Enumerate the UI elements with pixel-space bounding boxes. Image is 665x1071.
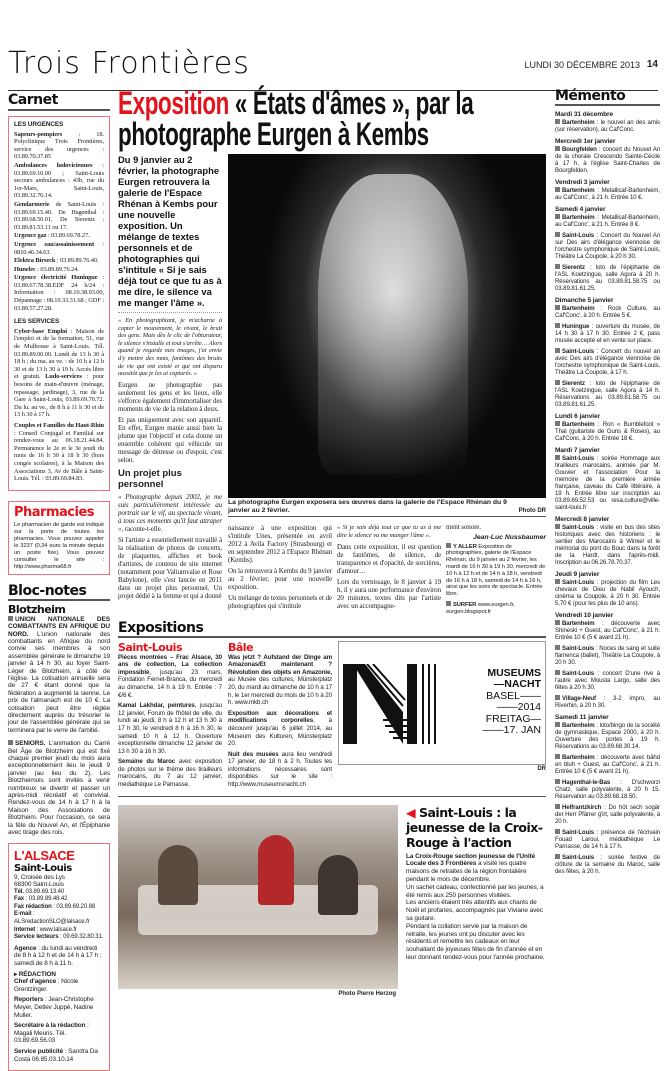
croix-rouge-photo-credit: Photo Pierre Herzog — [118, 991, 398, 997]
memento-place: Helfrantzkirch — [562, 804, 601, 811]
bullet-icon — [555, 187, 560, 192]
article-paragraph: ment sonore. — [446, 524, 546, 532]
bullet-icon — [555, 524, 560, 529]
bullet-icon — [555, 620, 560, 625]
item-text: : 03.89.69.20.88 — [52, 904, 95, 910]
item-title: Was jetzt ? Aufstand der Dinge am Amazonas/Et maintenant ? Révolution des objets en Amazonie, — [228, 654, 332, 676]
article-quote: « Si je sais déjà tout ce que tu as à me dire le silence va me manger l'âme ». — [337, 524, 441, 540]
poster-credit: DR — [338, 766, 546, 772]
bullet-icon — [555, 722, 560, 727]
memento-text: : Metallicaf-Bartenheim, au Caf'Conc', à 21 h. Entrée 8 €. — [555, 214, 660, 228]
list-item — [14, 1048, 104, 1063]
museumsnacht-logo-icon — [343, 664, 439, 744]
memento-item — [555, 829, 660, 850]
item-text: : ALSredactionSLO@lalsace.fr — [14, 911, 90, 925]
memento-day: Vendredi 3 janvier — [555, 179, 660, 186]
bullet-icon — [555, 645, 560, 650]
item-text: : 03.89.67.78.38.EDF 24 h/24 : Information : 08.10.38.93.00, Dépannage : 08.10.33.31.68 ; GDF : 03.89.57.27.28. — [14, 274, 104, 311]
surfer-label: SURFER — [453, 602, 476, 608]
item-title: Sapeurs-pompiers — [14, 131, 62, 138]
list-item — [14, 241, 104, 256]
croix-rouge-article — [406, 805, 546, 962]
memento-day: Mardi 31 décembre — [555, 111, 660, 118]
memento-item — [555, 524, 660, 566]
pharmacies-text: Le pharmacien de garde est indiqué sur la porte de toutes les pharmacies. Vous pouvez appeler le 3237 (0,34 euro la minute depuis un poste fixe). Vous pouvez consulter le site : http://www.pharma68.fr — [14, 522, 104, 571]
memento-item — [555, 695, 660, 709]
item-title: UNION NATIONALE DES COMBATTANTS EN AFRIQUE DU NORD. — [8, 616, 110, 638]
photo-credit: Photo DR — [519, 507, 546, 515]
item-text: L'union nationale des combattants en Afrique du nord convie ses membres à son assemblée générale le dimanche 19 janvier à 14 h 30, au foyer Saint-Léger de Blotzheim, à côté de l'église. La cotisation annuelle sera de 27 € étant donné que la fédération a augmenté la sienne. Le prix de l'almanach est de 10 €. La cotisation peut être réglée directement auprès du trésorier le jour de l'assemblée générale qui se terminera par le verre de l'amitié. — [8, 631, 110, 734]
memento-item — [555, 232, 660, 260]
croix-rouge-lead: a visité les quatre maisons de retraites de la région frontalière pendant le mois de décembre. — [406, 860, 527, 883]
list-item — [14, 904, 104, 912]
memento-place: Bartenheim — [562, 722, 595, 729]
article-photo — [228, 154, 546, 498]
memento-day: Lundi 6 janvier — [555, 413, 660, 420]
surfer-link[interactable]: www.eurgen.fr, eurgen.blogspot.fr — [446, 602, 515, 615]
memento-item — [555, 779, 660, 800]
memento-place: Saint-Louis — [562, 524, 594, 531]
item-text: : Nicole Grentzinger. — [14, 978, 78, 993]
bullet-icon — [8, 740, 13, 745]
memento-item — [555, 323, 660, 344]
memento-place: Saint-Louis — [562, 232, 594, 239]
memento-text: : soirée festive de clôture de la semaine du Maroc, salle des fêtes, à 20 h. — [555, 854, 660, 875]
list-item — [14, 889, 104, 897]
bullet-icon — [8, 616, 13, 621]
article-lead: Du 9 janvier au 2 février, la photographe Eurgen retrouvera la galerie de l'Espace Rhénan à Kembs pour une nouvelle exposition. Un mélange de textes personnels et de photographies qui s'intitule « Si je sais déjà tout ce que tu as à me dire, le silence va me manger l'âme ». — [118, 154, 222, 308]
item-title: Semaine du Maroc — [118, 758, 175, 765]
bullet-icon — [555, 323, 560, 328]
bullet-icon — [555, 380, 560, 385]
lalsace-logo: L'ALSACE — [14, 848, 104, 863]
memento-text: : Noces de sang et suite flamenca (ballet), Théâtre La Coupole, à 20 h 30. — [555, 645, 660, 666]
item-title: Tél. — [14, 889, 24, 895]
expositions-row — [118, 641, 546, 792]
memento-day: Mercredi 8 janvier — [555, 516, 660, 523]
headline-wrap — [118, 88, 546, 150]
memento-text: : loto de l'épiphanie de l'ASL Koetzingue, salle Agora à 14 h. Réservations au 03.89.81.58.75 ou 03.89.81.61.25. — [555, 380, 660, 408]
urgences-title: LES URGENCES — [14, 121, 104, 129]
pharmacies-heading: Pharmacies — [14, 505, 104, 520]
item-text: : 03.89.69.10.00 ; Saint-Louis secours ambulances : 43b, rue du 1er-Mars, Saint-Louis, 03.89.32.76.14. — [14, 162, 104, 199]
list-item — [228, 710, 332, 748]
article-lower-columns — [228, 524, 546, 616]
article-intro-column — [118, 154, 222, 600]
memento-text: : présence de l'écrivain Fouad Laroui, médiathèque Le Parnasse, de 14 h à 17 h. — [555, 829, 660, 850]
item-title: E-mail — [14, 911, 31, 917]
list-item — [14, 162, 104, 200]
list-item — [228, 751, 332, 789]
agence-label: Agence — [14, 945, 37, 952]
item-title: Gendarmerie — [14, 201, 49, 208]
memento-place: Saint-Louis — [562, 854, 594, 861]
blocnotes-heading: Bloc-notes — [8, 583, 110, 601]
memento-place: Bartenheim — [562, 620, 595, 627]
article-paragraph: Eurgen ne photographie pas seulement les gens et les lieux, elle s'efforce également d'immortaliser des moments de vie de la relation à deux. — [118, 381, 222, 413]
item-text: avec exposition de photos sur le thème des tirailleurs marocains, du 7 au 12 janvier, médiathèque Le Parnasse. — [118, 758, 222, 788]
memento-text: : soirée Hommage aux tirailleurs marocains, animée par M. Gouvier et l'association Pour la mémoire de la première armée française, caveau du Café littéraire, à 19 h. Entrée libre sur inscription au 03.89.69.52.53 ou resa.culture@ville-saint-louis.fr — [555, 455, 660, 511]
item-title: Fax rédaction — [14, 904, 52, 910]
lalsace-address: 9, Croisée des Lys 68300 Saint-Louis — [14, 874, 104, 889]
poster-line: FREITAG— — [443, 714, 541, 726]
poster-line: —NACHT — [443, 679, 541, 691]
memento-item — [555, 754, 660, 775]
memento-place: Saint-Louis — [562, 645, 594, 652]
article-paragraph: Lors du vernissage, le 8 janvier à 19 h, il y aura une performance d'environ 20 minutes, textes dits par l'artiste avec un accompagne- — [337, 578, 441, 610]
section-title: Trois Frontières — [8, 46, 250, 81]
item-title: Elektra Birseck — [14, 257, 55, 264]
item-title: Secrétaire à la rédaction — [14, 1022, 85, 1029]
article-paragraph: Un mélange de textes personnels et de photographies qui s'intitule — [228, 594, 332, 610]
article-paragraph: Dans cette exposition, il est question de fantômes, de silence, de transparence et d'opacité, de sorcières, d'amour… — [337, 543, 441, 575]
expositions-bale — [228, 641, 332, 792]
service-text: : Conseil Conjugal et Familial sur rendez-vous au 06.18.21.44.84. Permanence le 2e et le 3e jeudi du mois de 16 h 30 à 18 h 30 (hors congés scolaires), à la Maison des Associations 3, Av de Bâle à Saint-Louis. Tél. : 03.89.69.84.83. — [14, 430, 104, 483]
list-item — [14, 266, 104, 274]
caption-text: La photographe Eurgen exposera ses œuvres dans la galerie de l'Espace Rhénan du 9 janvier au 2 février. — [228, 499, 513, 515]
memento-place: Saint-Louis — [562, 455, 594, 462]
item-title: Pièces montrées – Frac Alsace, 30 ans de collection, La collection impossible — [118, 654, 222, 676]
item-title: Urgence gaz — [14, 232, 46, 239]
memento-item — [555, 187, 660, 201]
services-title: LES SERVICES — [14, 318, 104, 326]
museumsnacht-poster — [338, 641, 546, 765]
poster-line: ——2014 — [443, 702, 541, 714]
bullet-icon — [555, 779, 560, 784]
item-text: L'animation du Carré Bel Âge de Blotzheim qui est fixé chaque premier jeudi du mois aura exceptionnellement lieu le jeudi 9 janvier (au lieu du 2). Les Blotzheimois sont invités à venir nombreux se divertir et passer un après-midi récréatif et convivial. Rendez-vous de 14 h à 17 h à la Maison des Associations de Blotzheim. Pour l'occasion, ce sera la fête du Nouvel An, et l'Épiphanie avec tirage des rois. — [8, 740, 110, 836]
memento-day: Samedi 4 janvier — [555, 206, 660, 213]
bullet-icon — [446, 543, 451, 548]
page-number: 14 — [647, 59, 658, 70]
memento-item — [555, 119, 660, 133]
item-text: , à découvrir jusqu'au 6 juillet 2014, au Museum des Kulturen, Münsterplatz 20. — [228, 717, 332, 747]
item-text: : 03.89.69.78.27. — [46, 232, 89, 239]
redaction-label: RÉDACTION — [19, 971, 56, 978]
memento-place: Saint-Louis — [562, 579, 594, 586]
item-title: Exposition aux décorations et modifications corporelles — [228, 710, 332, 725]
memento-text: : découverte avec bähd en bluh + Guest, au Caf'Conc', à 21 h. Entrée 10 € (5 € avant 21 h). — [555, 754, 660, 775]
lalsace-office: Saint-Louis — [14, 863, 104, 874]
memento-item — [555, 854, 660, 875]
memento-day: Jeudi 9 janvier — [555, 571, 660, 578]
item-text: : Jean-Christophe Meyer, Detlev Juppé, Nadine Muller. — [14, 996, 94, 1018]
memento-item — [555, 579, 660, 607]
list-item — [14, 911, 104, 926]
memento-place: Hagenthal-le-Bas — [562, 779, 610, 786]
memento-item — [555, 264, 660, 292]
memento-place: Bartenheim — [562, 119, 595, 126]
bale-heading: Bâle — [228, 641, 332, 654]
bullet-icon — [555, 305, 560, 310]
item-text: : 18. Polyclinique Trois Frontières, service des urgences : 03.89.70.37.85 — [14, 131, 104, 161]
bullet-icon — [555, 348, 560, 353]
item-title: Chef d'agence — [14, 978, 56, 985]
memento-place: Bartenheim — [562, 214, 595, 221]
croix-rouge-paragraph: Pendant la collation servie par la maison de retraite, les jeunes ont pu discuter avec les résidents et remettre les cadeaux en leur souhaitant de joyeuses fêtes de fin d'année et en leur donnant rendez-vous pour l'année prochaine. — [406, 923, 546, 962]
memento-place: Saint-Louis — [562, 829, 594, 836]
list-item — [14, 896, 104, 904]
article-paragraph: Et pas uniquement avec son appareil. En effet, Eurgen manie aussi bien la plume que l'objectif et cela donne un ensemble cohérent qui véhicule un message de détresse ou d'espoir, c'est selon. — [118, 416, 222, 464]
item-title: Reporters — [14, 996, 43, 1003]
memento-text: : 3-2 impro, au Riverhin, à 20 h 30. — [555, 695, 660, 709]
list-item — [14, 131, 104, 161]
croix-rouge-paragraph: Les anciens étaient très attentifs aux chants de Noël et profanes, accompagnés par Viviane avec sa guitare. — [406, 899, 546, 922]
memento-item — [555, 214, 660, 228]
bullet-icon — [555, 804, 560, 809]
memento-text: : découverte avec Shineski + Guest, au Caf'Conc', à 21 h. Entrée 10 € (5 € avant 21 h). — [555, 620, 660, 641]
item-text: au Musée des cultures, Münsterplatz 20, du mardi au dimanche de 10 h à 17 h, le 1er mercredi du mois de 10 h à 20 h. www.mkb.ch — [228, 676, 332, 706]
memento-text: : ouverture du musée, de 14 h 30 à 17 h 30. Entrée 2 €, pass musée accepté et en vente sur place. — [555, 323, 660, 344]
item-text: : Magali Meuris. Tél. 03.89.69.56.03 — [14, 1022, 89, 1044]
item-title: Service publicité — [14, 1048, 63, 1055]
item-text: : Sandra Da Costa 06.85.03.10.14 — [14, 1048, 98, 1063]
urgences-list — [14, 131, 104, 313]
lalsace-contacts — [14, 889, 104, 942]
item-text: : 03.89.89.76.24. — [36, 266, 79, 273]
list-item — [14, 201, 104, 231]
memento-text: : concert du Nouvel An de la chorale Crescendo Sainte-Cécile à 17 h, à l'église Saint-Charles de Bourgfelden. — [555, 146, 660, 174]
item-text: : www.lalsace.fr — [35, 927, 77, 933]
memento-item — [555, 620, 660, 641]
bullet-icon — [555, 829, 560, 834]
service-text: : pour besoins de main-d'œuvre (ménage, repassage, jardinage), 3, rue de la Gare à Saint-Louis, 03.89.69.70.72. Du lu. au ve., de 8 h à 11 h 30 et de 13 h 30 à 17 h. — [14, 373, 104, 418]
photo-caption — [228, 498, 546, 517]
bullet-icon — [555, 421, 560, 426]
item-title: SENIORS. — [15, 740, 45, 747]
list-item — [14, 257, 104, 265]
memento-text: : loto/bingo de la société de gymnastique, Espace 2000, à 20 h. Ouverture des portes à 19 h. Réservations au 03.89.68.30.14. — [555, 722, 660, 750]
item-text: de Saint-Louis : 03.89.69.15.40. De Hagenthal : 03.89.68.50.01. De Sierentz : 03.89.81.53.11 ou 17. — [14, 201, 104, 231]
list-item — [14, 927, 104, 935]
memento-item — [555, 670, 660, 691]
memento-item — [555, 804, 660, 825]
main-area — [118, 88, 546, 997]
bullet-icon — [555, 455, 560, 460]
item-text: aura lieu vendredi 17 janvier, de 18 h à 2 h. Toutes les informations nécessaires sont disponibles sur le site : http://www.museumsnacht.ch — [228, 751, 332, 788]
list-item — [118, 702, 222, 755]
memento-item — [555, 305, 660, 319]
memento-item — [555, 645, 660, 666]
yaller-text: Exposition de photographies, galerie de l'Espace Rhénan, du 9 janvier au 2 février, les mardi de 16 h 30 à 19 h 30, mercredi de 10 h à 12 h et de 14 h à 18 h, vendredi de 16 h à 18 h, samedi de 14 h à 16 h, ainsi que les soirs de spectacle. Entrée libre. — [446, 544, 545, 598]
croix-rouge-photo — [118, 805, 398, 989]
bullet-icon — [555, 146, 560, 151]
saint-louis-heading: Saint-Louis — [118, 641, 222, 654]
memento-place: Bartenheim — [562, 187, 595, 194]
memento-text: : Concert du nouvel an avec Des airs d'élégance viennoise de l'orchestre symphonique de Saint-Louis, Théâtre La Coupole, à 17 h. — [555, 348, 660, 376]
article-paragraph: On la retrouvera à Kembs du 9 janvier au 2 février, pour une nouvelle exposition. — [228, 567, 332, 591]
memento-item — [555, 348, 660, 376]
article-right — [228, 154, 546, 616]
service-text: : Maison de l'emploi et de la formation, 51, rue de Mulhouse à Saint-Louis. Tél. 03.89.89.00.00. Lundi de 13 h 30 à 18 h ; du ma. au ve. : de 10 h à 12 h 30 et de 13 h 30 à 19 h. Accès libre et gratuit. — [14, 328, 104, 381]
article-column-2 — [228, 524, 332, 613]
page-header — [8, 44, 658, 91]
headline-kicker: Exposition — [118, 85, 229, 121]
item-title: Hunelec — [14, 266, 36, 273]
item-title: Internet — [14, 927, 35, 933]
memento-text: : projection du film Les chevaux de Dieu de Nabil Ayouch, cinéma la Coupole, à 20 h 30. Entrée 5,70 € (pour les plus de 10 ans). — [555, 579, 660, 607]
memento-place: Bartenheim — [562, 305, 595, 312]
memento-text: : Rock Culture, au Caf'Conc', à 20 h. Entrée 5 €. — [555, 305, 660, 319]
bullet-icon — [555, 232, 560, 237]
service-name: Couples et Familles du Haut-Rhin — [14, 422, 104, 429]
memento-item — [555, 380, 660, 408]
article-text: raconte-t-elle. — [123, 525, 162, 533]
article-paragraph: Si l'artiste a essentiellement travaillé à la réalisation de photos de concerts, de plaquettes, affiches et book d'artistes, de contenu de site internet (notamment pour Valiumvalse et Rose Babylone), elle s'est lancée en 2011 dans un projet plus personnel. Un projet dédié à la femme et qui a donné — [118, 536, 222, 600]
carnet-heading: Carnet — [8, 92, 110, 111]
item-title: Kamal Lakhdar, peintures — [118, 702, 195, 709]
list-item — [14, 232, 104, 240]
memento-day: Mardi 7 janvier — [555, 447, 660, 454]
list-item — [14, 1022, 104, 1045]
memento-item — [555, 146, 660, 174]
bullet-icon — [555, 264, 560, 269]
memento-place: Sierentz — [562, 264, 585, 271]
poster-text — [443, 668, 541, 737]
lalsace-staff — [14, 978, 104, 1063]
item-text: : 0810.46.34.63. — [14, 241, 104, 256]
list-item — [14, 996, 104, 1019]
agence-text: : du lundi au vendredi de 8 h à 12 h et de 14 h à 17 h ; samedi de 8 h à 11 h. — [14, 945, 101, 967]
list-item — [118, 758, 222, 788]
blotzheim-heading: Blotzheim — [8, 603, 110, 616]
memento-place: Huningue — [562, 323, 589, 330]
article-column-4 — [446, 524, 546, 616]
memento-day: Mercredi 1er janvier — [555, 138, 660, 145]
bullet-icon — [555, 214, 560, 219]
memento-place: Village-Neuf — [562, 695, 596, 702]
item-text: 03.89.69.13.40 — [24, 889, 64, 895]
memento-day: Vendredi 10 janvier — [555, 612, 660, 619]
item-title: Service lecteurs — [14, 934, 58, 940]
memento-item — [555, 722, 660, 750]
bullet-icon — [555, 854, 560, 859]
memento-text: : D'schworzi Chatz, salle polyvalente, à 20 h 15. Réservation au 03.89.68.18.50. — [555, 779, 660, 800]
bullet-icon — [446, 601, 451, 606]
item-text: , jusqu'au 12 janvier, Forum de l'hôtel de ville, du lundi au jeudi, 8 h à 12 h et 13 h 30 à 17 h 30, le vendredi 8 h à 16 h 30, le samedi 10 h à 12 h. Ouverture exceptionnelle dimanche 12 janvier de 13 h 30 à 16 h 30. — [118, 702, 222, 755]
memento-day: Samedi 11 janvier — [555, 714, 660, 721]
article-quote: « Photographe depuis 2002, je me suis particulièrement intéressée au portrait sur le vif, au spectacle vivant, à tous ces moments qu'il faut attraper », — [118, 493, 222, 533]
yaller-label: Y ALLER — [453, 544, 477, 550]
memento-text: : Concert du Nouvel An sur Des airs d'élégance viennoise de l'orchestre symphonique de Saint-Louis, Théâtre La Coupole, à 20 h 30. — [555, 232, 660, 260]
bullet-icon — [555, 579, 560, 584]
red-arrow-icon: ◀ — [406, 805, 415, 820]
memento-item — [555, 421, 660, 442]
item-title: Urgence électricité Huningue — [14, 274, 97, 281]
memento-place: Sierentz — [562, 380, 585, 387]
memento-text: : visite en bus des sites historiques avec des historiens : le sentier des Marocains à Winkel et le mémorial du pont du Bouc dans la forêt de la Hardt, dans l'après-midi. Inscription au 06.26.78.70.37. — [555, 524, 660, 566]
item-title: Urgence eau/assainissement — [14, 241, 94, 248]
item-title: Fax — [14, 896, 24, 902]
headline-title: « États d'âmes », par la photographe Eurgen à Kembs — [118, 85, 473, 152]
croix-rouge-paragraph: Un sachet cadeau, confectionné par les jeunes, a été remis aux 250 personnes visitées. — [406, 884, 546, 900]
expositions-saint-louis — [118, 641, 222, 792]
memento-place: Bartenheim — [562, 754, 595, 761]
carnet-column — [8, 92, 110, 1071]
memento-place: Saint-Louis — [562, 348, 594, 355]
pharmacies-box — [8, 501, 110, 575]
service-name: Cyber-base Emploi — [14, 328, 67, 335]
memento-text: : Ron « Bumblefoot » Thal (guitariste de Guns & Roses), au Caf'Conc, à 20 h. Entrée 18 €. — [555, 421, 660, 442]
list-item — [118, 654, 222, 700]
memento-text: : Metallicaf-Bartenheim, au Caf'Conc', à 21 h. Entrée 10 €. — [555, 187, 660, 201]
item-title: Ambulances ludoviciennes — [14, 162, 92, 169]
croix-rouge-lead-bold: La Croix-Rouge section jeunesse de l'Unité Locale des 3 Frontières — [406, 853, 535, 868]
memento-column — [555, 88, 660, 879]
article-headline — [118, 88, 546, 150]
memento-heading: Mémento — [555, 88, 660, 106]
article-author: Jean-Luc Nussbaumer — [446, 534, 546, 541]
memento-item — [555, 455, 660, 511]
memento-text: : concert D'une rive à l'autre avec Mousta Largo, salle des fêtes à 20 h 30. — [555, 670, 660, 691]
article-column-3 — [337, 524, 441, 613]
item-title: Nuit des musées — [228, 751, 279, 758]
item-text: : 03.89.89.76.40. — [55, 257, 98, 264]
blocnotes-items — [8, 616, 110, 837]
list-item — [14, 978, 104, 993]
memento-place: Bartenheim — [562, 421, 595, 428]
item-text: : 09.69.32.80.31. — [58, 934, 103, 940]
urgences-box — [8, 116, 110, 491]
item-text: : 03.89.89.48.42 — [24, 896, 67, 902]
article-subhead: Un projet plus personnel — [118, 468, 222, 490]
bullet-icon — [555, 119, 560, 124]
bullet-icon — [555, 754, 560, 759]
croix-rouge-row — [118, 805, 546, 997]
article-quote: « En photographiant, je m'acharne à capter le mouvement, le vivant, le bruit des gens. Mais dès le clic de l'obturateur, le silence s'installe et tout s'arrête… Alors quand je regarde mes images, j'ai envie d'y mettre des mots, fantômes des bruits de vie qui ont existé et qui ont disparu aussitôt que je les ai capturés. » — [118, 317, 222, 378]
memento-place: Saint-Louis — [562, 670, 594, 677]
memento-place: Bourgfelden — [562, 146, 597, 153]
arrow-icon: ▸ — [14, 971, 17, 978]
article-body — [118, 154, 546, 616]
list-item — [228, 654, 332, 707]
poster-line: MUSEUMS — [443, 668, 541, 680]
memento-day: Dimanche 5 janvier — [555, 297, 660, 304]
bullet-icon — [555, 695, 560, 700]
lalsace-box — [8, 843, 110, 1071]
poster-line: ——17. JAN — [443, 725, 541, 737]
memento-text: : loto de l'épiphanie de l'ASL Koetzingue, salle Agora à 20 h. Réservations au 03.89.81.58.75 ou 03.89.81.61.25. — [555, 264, 660, 292]
memento-text: : le nouvel an des amis (sur réservation), au Caf'Conc. — [555, 119, 660, 133]
page-date: LUNDI 30 DÉCEMBRE 2013 — [524, 60, 640, 70]
service-name: Ludo-services — [45, 373, 82, 380]
expositions-heading: Expositions — [118, 620, 546, 638]
services-list — [14, 328, 104, 483]
article-paragraph: naissance à une exposition qui s'intitule Unes, présentée en avril 2012 à Avila Factory (Strasbourg) et en septembre 2012 à l'Espace Rhénan (Kembs). — [228, 524, 332, 564]
poster-block — [338, 641, 546, 772]
poster-line: BASEL—— — [443, 691, 541, 703]
croix-rouge-headline: Saint-Louis : la jeunesse de la Croix-Rouge à l'action — [406, 805, 543, 850]
croix-rouge-photo-block — [118, 805, 398, 997]
list-item — [14, 934, 104, 942]
bullet-icon — [555, 670, 560, 675]
list-item — [14, 274, 104, 312]
item-text: , jusqu'au 23 mars, Fondation Fernet-Branca, du mercredi au dimanche, 14 h à 19 h. Entrée : 7 €/6 €. — [118, 669, 222, 699]
memento-text: : Do höt sech sogär der Herr Pfârrer g'irt, salle polyvalente, à 20 h. — [555, 804, 660, 825]
